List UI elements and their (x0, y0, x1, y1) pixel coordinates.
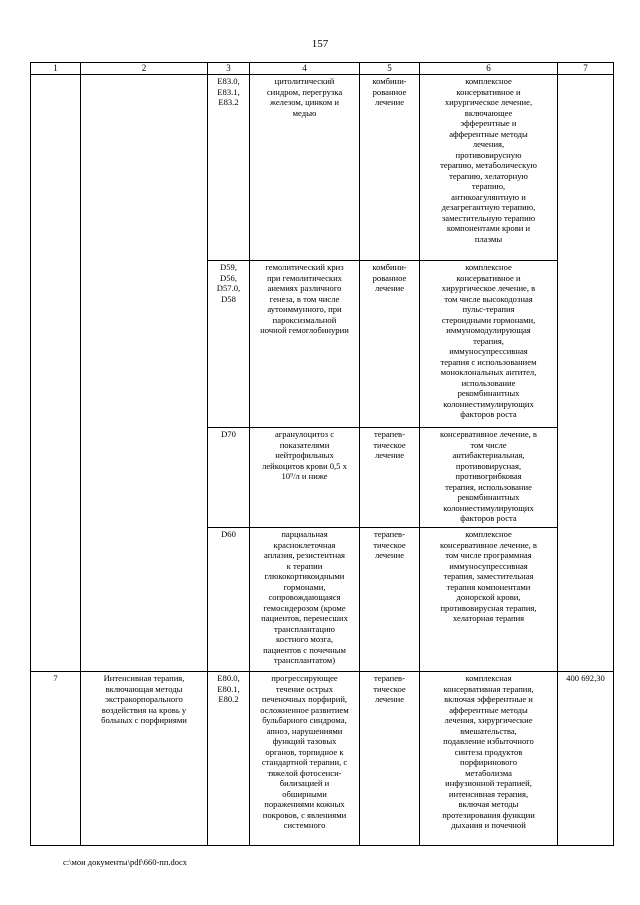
patient-model-cell: гемолитический криз при гемолитических анемиях различного генеза, в том числе аутоиммунного, при пароксизмальной ночной гемоглобинурии (250, 261, 360, 428)
column-number-row (31, 63, 614, 75)
table-row (31, 672, 614, 846)
col-num-2: 2 (81, 63, 208, 75)
file-path-footer: c:\мои документы\pdf\660-пп.docx (63, 857, 188, 867)
icd-codes-cell: D60 (208, 528, 250, 672)
treatment-method-cell: комплексное консервативное и хирургическое лечение, в том числе высокодозная пульс-терапия стероидными гормонами, иммуномодулирующая терапия, иммуносупрессивная терапия с использованием моноклональных антител, использование рекомбинантных колониестимулирующих факторов роста (420, 261, 558, 428)
col-num-1: 1 (31, 63, 81, 75)
treatment-kind-cell: терапев- тическое лечение (360, 528, 420, 672)
treatment-method-cell: консервативное лечение, в том числе антибактериальная, противовирусная, противогрибковая терапия, использование рекомбинантных колониестимулирующих факторов роста (420, 428, 558, 528)
treatment-method-cell: комплексная консервативная терапия, включая эфферентные и афферентные методы лечения, хирургические вмешательства, подавление избыточного синтеза продуктов порфиринового метаболизма инфузионной терапией, интенсивная терапия, включая методы протезирования функции дыхания и почечной (420, 672, 558, 846)
col-num-6: 6 (420, 63, 558, 75)
col-num-7: 7 (558, 63, 614, 75)
treatment-kind-cell: комбини- рованное лечение (360, 261, 420, 428)
service-title-cell (81, 75, 208, 672)
icd-codes-cell: D59, D56, D57.0, D58 (208, 261, 250, 428)
icd-codes-cell: D70 (208, 428, 250, 528)
patient-model-cell: агранулоцитоз с показателями нейтрофильных лейкоцитов крови 0,5 x 10⁹/л и ниже (250, 428, 360, 528)
cost-cell: 400 692,30 (558, 672, 614, 846)
treatment-kind-cell: комбини- рованное лечение (360, 75, 420, 261)
services-table (30, 62, 614, 846)
treatment-kind-cell: терапев- тическое лечение (360, 428, 420, 528)
treatment-method-cell: комплексное консервативное лечение, в том числе программная иммуносупрессивная терапия, заместительная терапия компонентами донорской крови, противовирусная терапия, хелаторная терапия (420, 528, 558, 672)
patient-model-cell: парциальная красноклеточная аплазия, резистентная к терапии глюкокортикоидными гормонами, сопровождающаяся гемосидерозом (кроме пациентов, перенесших трансплантацию костного мозга, пациентов с почечным трансплантатом) (250, 528, 360, 672)
col-num-3: 3 (208, 63, 250, 75)
col-num-5: 5 (360, 63, 420, 75)
row-number-cell (31, 75, 81, 672)
treatment-kind-cell: терапев- тическое лечение (360, 672, 420, 846)
page-number: 157 (311, 38, 329, 50)
icd-codes-cell: E83.0, E83.1, E83.2 (208, 75, 250, 261)
table-row (31, 75, 614, 261)
service-title-cell: Интенсивная терапия, включающая методы экстракорпорального воздействия на кровь у больных с порфириями (81, 672, 208, 846)
row-number-cell: 7 (31, 672, 81, 846)
cost-cell (558, 75, 614, 672)
icd-codes-cell: E80.0, E80.1, E80.2 (208, 672, 250, 846)
col-num-4: 4 (250, 63, 360, 75)
patient-model-cell: прогрессирующее течение острых печеночных порфирий, осложненное развитием бульбарного синдрома, апноэ, нарушениями функций тазовых органов, торпидное к стандартной терапии, с тяжелой фотосенси- билизацией и обширными поражениями кожных покровов, с явлениями системного (250, 672, 360, 846)
treatment-method-cell: комплексное консервативное и хирургическое лечение, включающее эфферентные и афферентные методы лечения, противовирусную терапию, метаболическую терапию, хелаторную терапию, антикоагулянтную и дезагрегантную терапию, заместительную терапию компонентами крови и плазмы (420, 75, 558, 261)
patient-model-cell: цитолитический синдром, перегрузка железом, цинком и медью (250, 75, 360, 261)
